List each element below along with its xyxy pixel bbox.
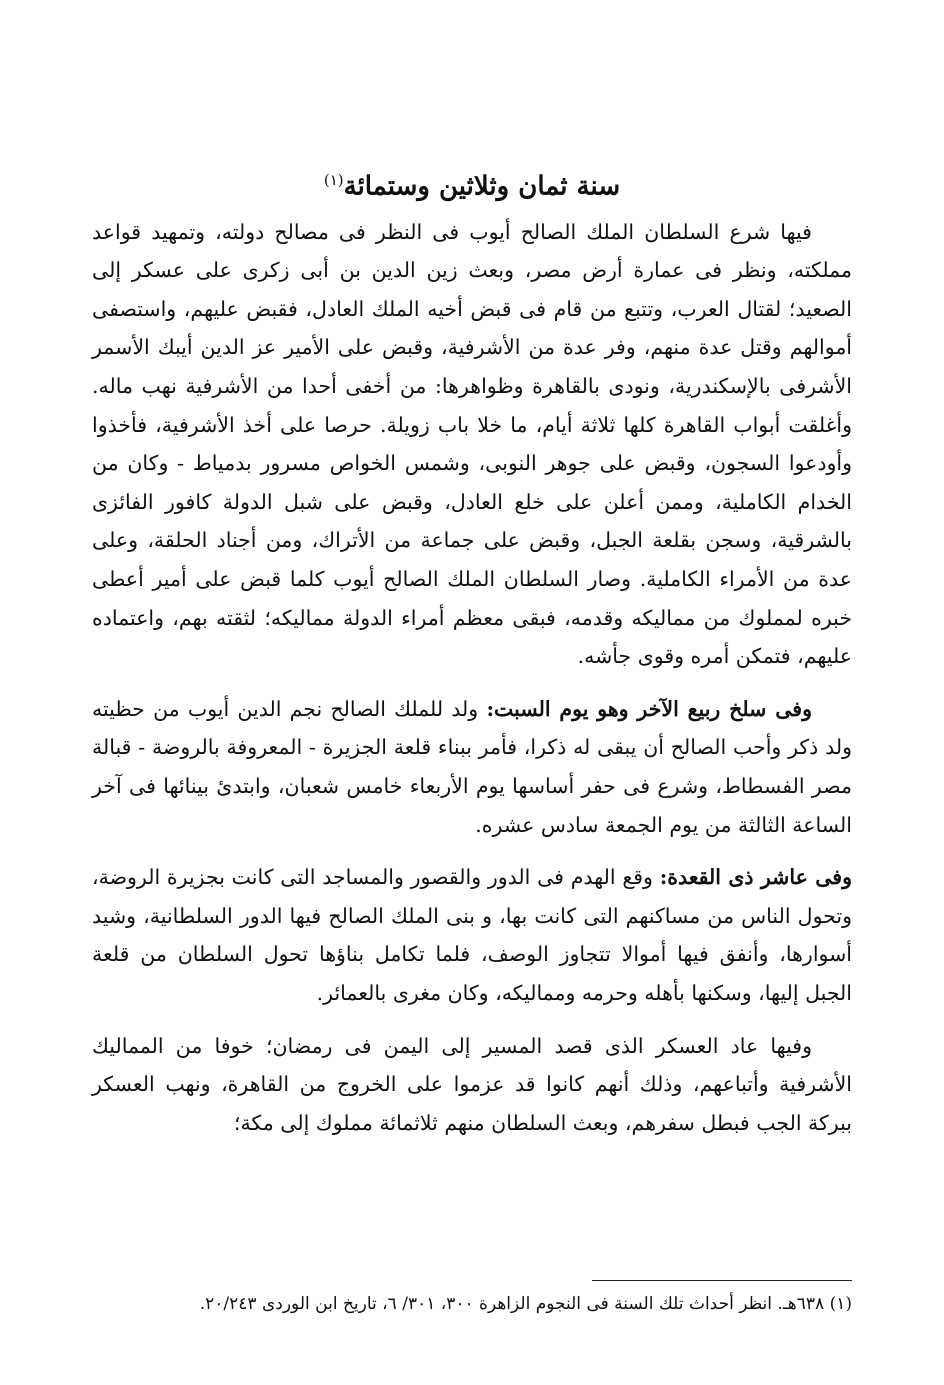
title-text: سنة ثمان وثلاثين وستمائة [343,171,621,202]
book-page [92,160,852,1360]
footnote: (١) ٦٣٨هـ. انظر أحداث تلك السنة فى النجوم الزاهرة ٣٠٠، ٣٠١/ ٦، تاريخ ابن الوردى ٢٠/٢٤٣. [199,1294,852,1314]
page-title [92,160,852,207]
paragraph-4-text: وفيها عاد العسكر الذى قصد المسير إلى اليمن فى رمضان؛ خوفا من المماليك الأشرفية وأتباعهم، وذلك أنهم كانوا قد عزموا على الخروج من القاهرة، ونهب العسكر ببركة الجب فبطل سفرهم، وبعث السلطان منهم ثلاثمائة مملوك إلى مكة؛ [92,1033,852,1135]
paragraph-1 [92,213,852,676]
paragraph-2-text: ولد للملك الصالح نجم الدين أيوب من حظيته ولد ذكر وأحب الصالح أن يبقى له ذكرا، فأمر ببناء قلعة الجزيرة - المعروفة بالروضة - قبالة مصر الفسطاط، وشرع فى حفر أساسها يوم الأربعاء خامس شعبان، وابتدئ بينائها فى آخر الساعة الثالثة من يوم الجمعة سادس عشره. [92,696,852,837]
paragraph-3 [92,858,852,1012]
paragraph-4 [92,1027,852,1143]
paragraph-2-lead: وفى سلخ ربيع الآخر وهو يوم السبت: [486,696,812,721]
footnote-divider [592,1280,852,1281]
paragraph-1-text: فيها شرع السلطان الملك الصالح أيوب فى النظر فى مصالح دولته، وتمهيد قواعد مملكته، ونظر فى عمارة أرض مصر، وبعث زين الدين بن أبى زكرى على عسكر إلى الصعيد؛ لقتال العرب، وتتبع من قام فى قبض أخيه الملك العادل، فقبض عليهم، واستصفى أموالهم وقتل عدة منهم، وفر عدة من الأشرفية، وقبض على الأمير عز الدين أيبك الأسمر الأشرفى بالإسكندرية، ونودى بالقاهرة وظواهرها: من أخفى أحدا من الأشرفية نهب ماله. وأغلقت أبواب القاهرة كلها ثلاثة أيام، ما خلا باب زويلة. حرصا على أخذ الأشرفية، فأخذوا وأودعوا السجون، وقبض على جوهر النوبى، وشمس الخواص مسرور بدمياط - وكان من الخدام الكاملية، وممن أعلن على خلع العادل، وقبض على شبل الدولة كافور الفائزى بالشرقية، وسجن بقلعة الجبل، وقبض على جماعة من الأتراك، ومن أجناد الحلقة، وعلى عدة من الأمراء الكاملية. وصار السلطان الملك الصالح أيوب كلما قبض على أمير أعطى خبره لمملوك من مماليكه وقدمه، فبقى معظم أمراء الدولة مماليكه؛ لثقته بهم، واعتماده عليهم، فتمكن أمره وقوى جأشه. [92,219,852,669]
title-footnote-marker: (١) [323,171,344,189]
paragraph-2 [92,690,852,844]
paragraph-3-lead: وفى عاشر ذى القعدة: [659,865,852,890]
paragraph-3-text: وقع الهدم فى الدور والقصور والمساجد التى كانت بجزيرة الروضة، وتحول الناس من مساكنهم التى كانت بها، و بنى الملك الصالح فيها الدور السلطانية، وشيد أسوارها، وأنفق فيها أموالا تتجاوز الوصف، فلما تكامل بناؤها تحول السلطان من قلعة الجبل إليها، وسكنها بأهله وحرمه ومماليكه، وكان مغرى بالعمائر. [92,865,852,1005]
